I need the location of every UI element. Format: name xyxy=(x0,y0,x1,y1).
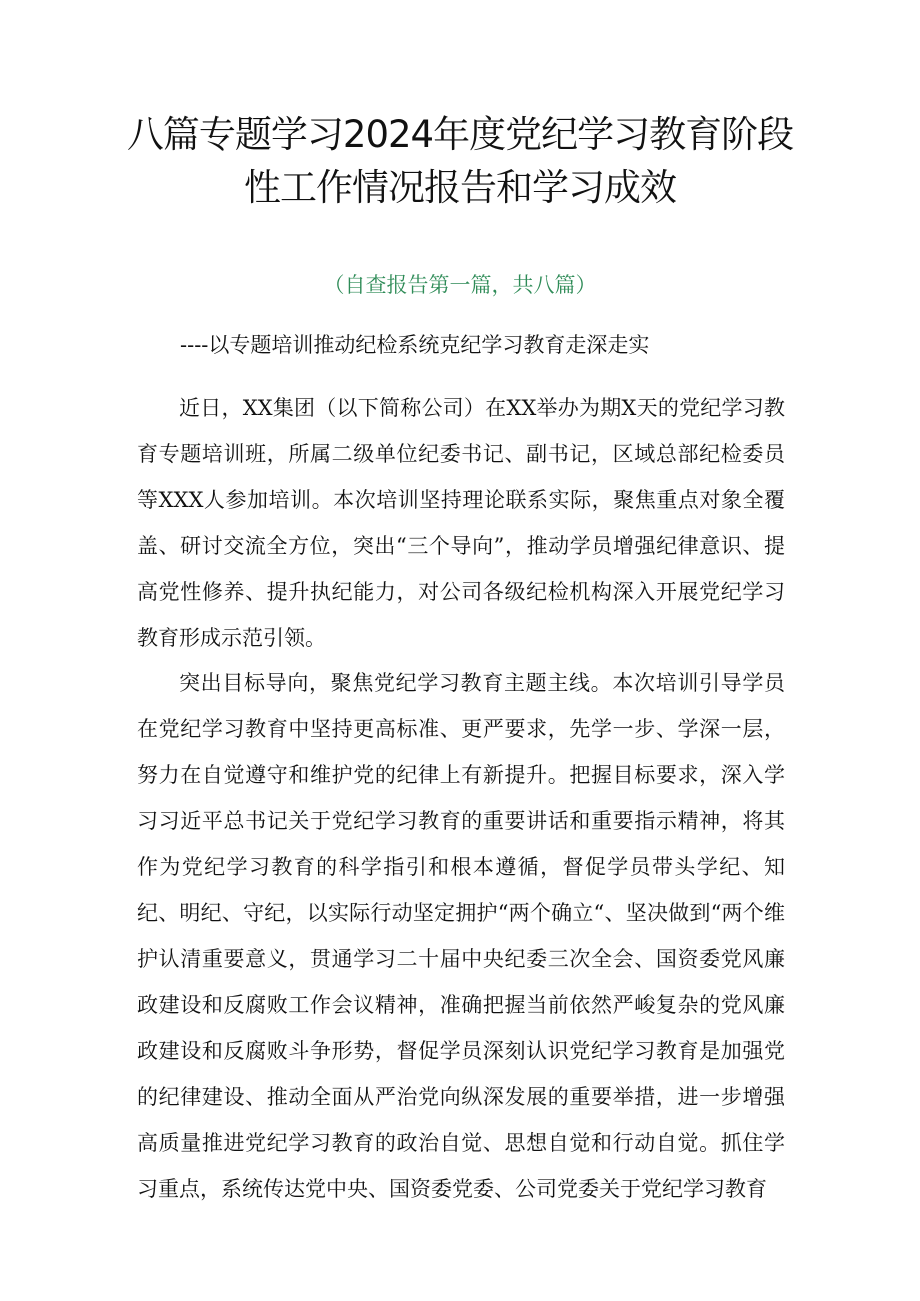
title-line-1: 八篇专题学习2024年度党纪学习教育阶段 xyxy=(126,113,794,156)
title-line-2: 性工作情况报告和学习成效 xyxy=(244,166,676,209)
document-subtitle: （自查报告第一篇，共八篇） xyxy=(323,273,597,297)
paragraph-2: 突出目标导向，聚焦党纪学习教育主题主线。本次培训引导学员在党纪学习教育中坚持更高标准、更严要求，先学一步、学深一层，努力在自觉遵守和维护党的纪律上有新提升。把握目标要求，深入学习习近平总书记关于党纪学习教育的重要讲话和重要指示精神，将其作为党纪学习教育的科学指引和根本遵循，督促学员带头学纪、知纪、明纪、守纪，以实际行动坚定拥护“两个确立“、坚决做到“两个维护认清重要意义，贯通学习二十届中央纪委三次全会、国资委党风廉政建设和反腐败工作会议精神，准确把握当前依然严峻复杂的党风廉政建设和反腐败斗争形势，督促学员深刻认识党纪学习教育是加强党的纪律建设、推动全面从严治党向纵深发展的重要举措，进一步增强高质量推进党纪学习教育的政治自觉、思想自觉和行动自觉。抓住学习重点，系统传达党中央、国资委党委、公司党委关于党纪学习教育 xyxy=(137,671,785,1201)
paragraph-1: 近日，XX集团（以下简称公司）在XX举办为期X天的党纪学习教育专题培训班，所属二级单位纪委书记、副书记，区域总部纪检委员等XXX人参加培训。本次培训坚持理论联系实际，聚焦重点对象全覆盖、研讨交流全方位，突出“三个导向”，推动学员增强纪律意识、提高党性修养、提升执纪能力，对公司各级纪检机构深入开展党纪学习教育形成示范引领。 xyxy=(137,396,785,650)
lead-line: ----以专题培训推动纪检系统克纪学习教育走深走实 xyxy=(180,333,650,357)
document-title xyxy=(120,108,800,214)
